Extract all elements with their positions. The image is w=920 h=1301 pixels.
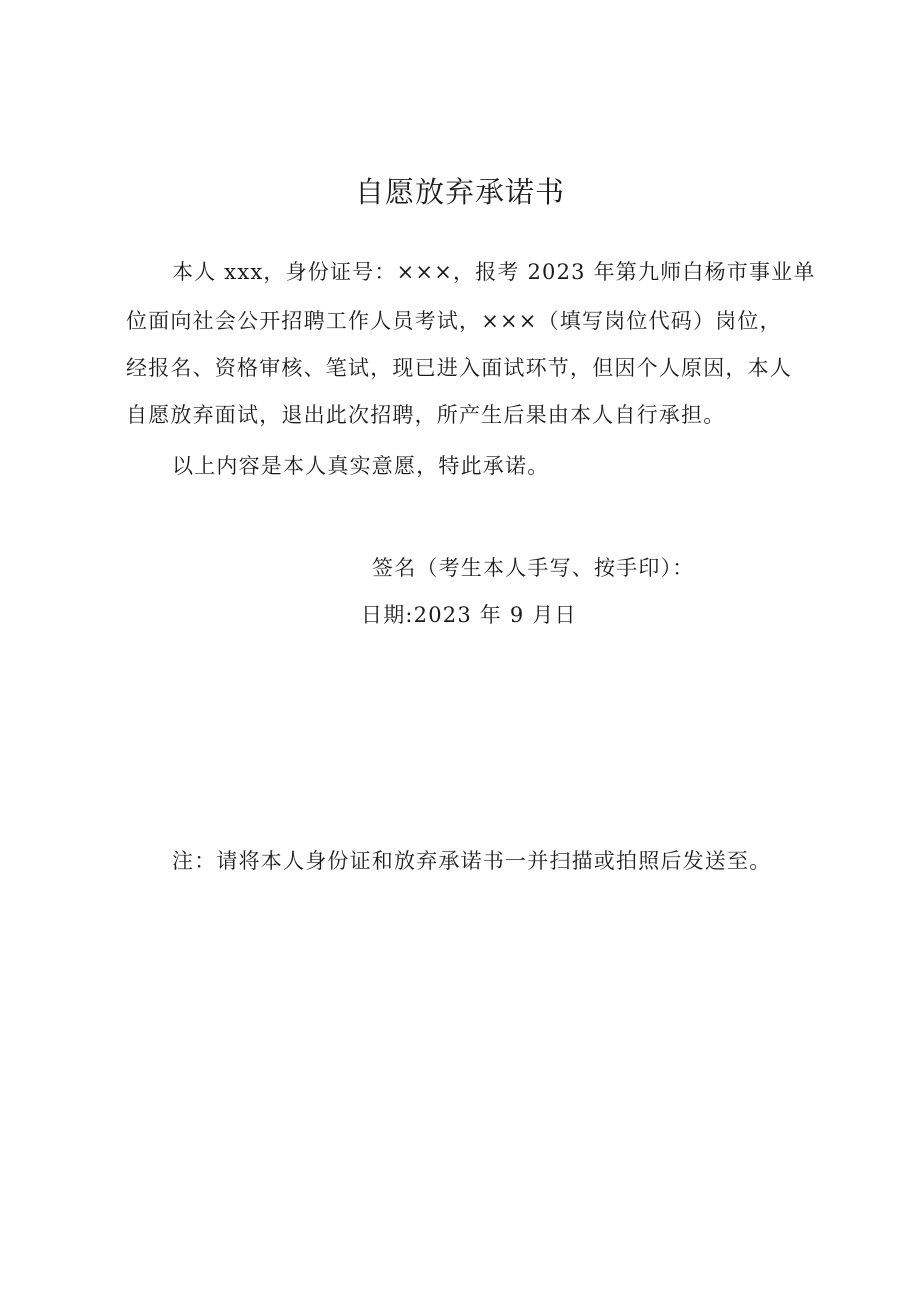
body-line-3: 经报名、资格审核、笔试，现已进入面试环节，但因个人原因，本人 (126, 356, 792, 380)
confirmation-statement: 以上内容是本人真实意愿，特此承诺。 (172, 454, 550, 478)
document-title: 自愿放弃承诺书 (354, 175, 565, 209)
footnote: 注：请将本人身份证和放弃承诺书一并扫描或拍照后发送至。 (172, 849, 772, 873)
body-line-1: 本人 xxx，身份证号：×××，报考 2023 年第九师白杨市事业单 (172, 260, 816, 284)
body-line-2: 位面向社会公开招聘工作人员考试，×××（填写岗位代码）岗位， (126, 309, 782, 333)
body-line-4: 自愿放弃面试，退出此次招聘，所产生后果由本人自行承担。 (126, 403, 726, 427)
date-line: 日期:2023 年 9 月日 (361, 603, 577, 627)
signature-label: 签名（考生本人手写、按手印）： (372, 556, 695, 580)
